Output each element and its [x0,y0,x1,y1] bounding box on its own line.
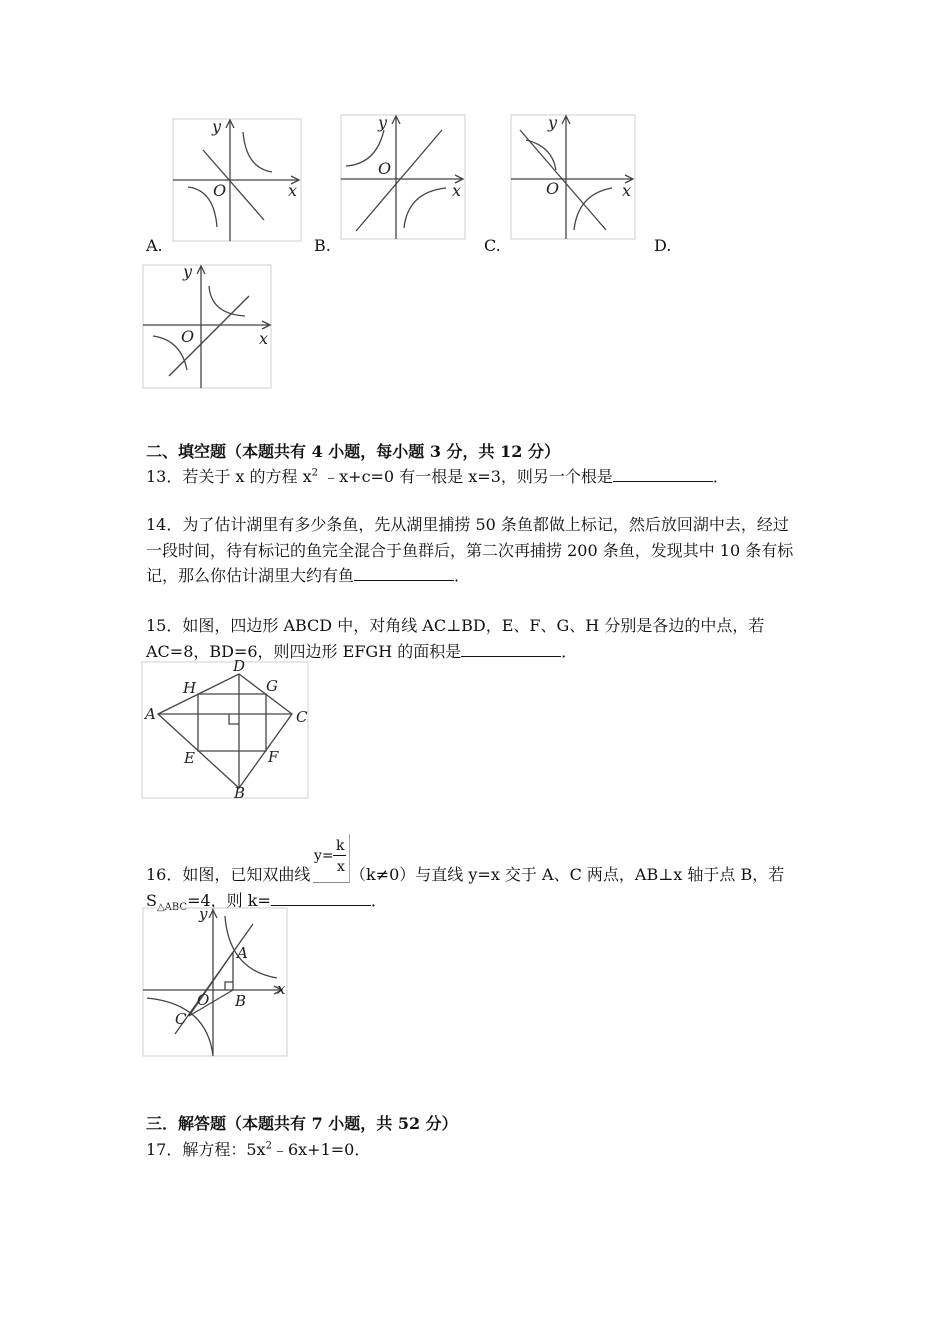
q13-text: 13．若关于 x 的方程 $x^2$ ﹣x+c=0 有一根是 x=3，则另一个根是 ． [146,467,729,486]
quadrilateral-efgh [198,694,266,751]
q15-answer-blank[interactable] [461,640,561,657]
q13-answer-blank[interactable] [613,465,713,482]
option-b-label[interactable]: B. [314,236,331,255]
origin-label: O [181,327,195,346]
formula-lhs: y= [314,848,334,864]
q16-formula-image [313,834,350,883]
q15-line2: AC=8，BD=6，则四边形 EFGH 的面积是 ． [146,642,578,661]
hyperbola-branch [209,286,245,316]
origin-label: O [546,179,560,198]
line-graph [356,130,442,231]
q16-line2: $S_{\triangle ABC}=4$，则 k= ． [146,891,387,914]
label-f: F [268,748,279,766]
section2-heading: 二、填空题（本题共有 4 小题，每小题 3 分，共 12 分） [146,442,560,461]
x-label: x [452,181,462,200]
q16-suffix: （k≠0）与直线 y=x 交于 A、C 两点，AB⊥x 轴于点 B，若 [350,865,785,884]
option-b-graph [338,108,468,242]
label-x: x [277,980,286,998]
hyperbola-branch [243,132,272,172]
label-e: E [184,749,195,767]
y-label: y [183,262,193,281]
q16-hyperbola-figure [141,906,289,1058]
q16-prefix: 16．如图，已知双曲线 [146,865,311,884]
label-a: A [237,944,248,962]
q14-line2: 一段时间，待有标记的鱼完全混合于鱼群后，第二次再捕捞 200 条鱼，发现其中 10 条有标 [146,541,794,560]
line-graph [520,130,606,230]
label-h: H [183,679,197,697]
origin-label: O [378,159,392,178]
label-g: G [266,677,278,695]
q16-answer-blank[interactable] [271,889,371,906]
section3-heading: 三．解答题（本题共有 7 小题，共 52 分） [146,1114,458,1133]
right-angle-mark [229,714,239,724]
q14-line3: 记，那么你估计湖里大约有鱼 ． [146,566,471,585]
option-a-label[interactable]: A. [146,236,163,255]
hyperbola-branch [574,188,612,230]
x-label: x [622,181,632,200]
hyperbola-branch [404,188,446,228]
label-c: C [175,1010,187,1028]
option-d-graph [141,262,275,390]
x-label: x [288,181,298,200]
y-label: y [548,113,558,132]
label-o: O [197,991,210,1009]
segment-bc [189,990,233,1016]
q15-quadrilateral-figure [140,660,312,802]
segment-ac [189,952,233,1016]
right-angle-mark [225,982,233,990]
option-c-graph [508,108,638,242]
label-c: C [296,708,308,726]
label-d: D [233,660,246,675]
x-label: x [259,329,269,348]
option-d-label[interactable]: D. [654,236,672,255]
option-c-label[interactable]: C. [484,236,501,255]
formula-numerator: k [336,838,345,854]
origin-label: O [213,181,227,200]
q15-line1: 15．如图，四边形 ABCD 中，对角线 AC⊥BD，E、F、G、H 分别是各边的中点，若 [146,616,765,635]
option-a-graph [170,112,305,244]
label-a: A [145,705,156,723]
q17-text: 17．解方程：$5x^2﹣6x+1=0$． [146,1140,371,1159]
q14-answer-blank[interactable] [354,564,454,581]
q14-line1: 14．为了估计湖里有多少条鱼，先从湖里捕捞 50 条鱼都做上标记，然后放回湖中去，经过 [146,515,789,534]
label-y: y [199,906,208,923]
y-label: y [378,113,388,132]
label-b: B [235,992,247,1010]
label-b: B [234,784,246,802]
formula-denominator: x [337,859,345,875]
y-label: y [212,117,222,136]
